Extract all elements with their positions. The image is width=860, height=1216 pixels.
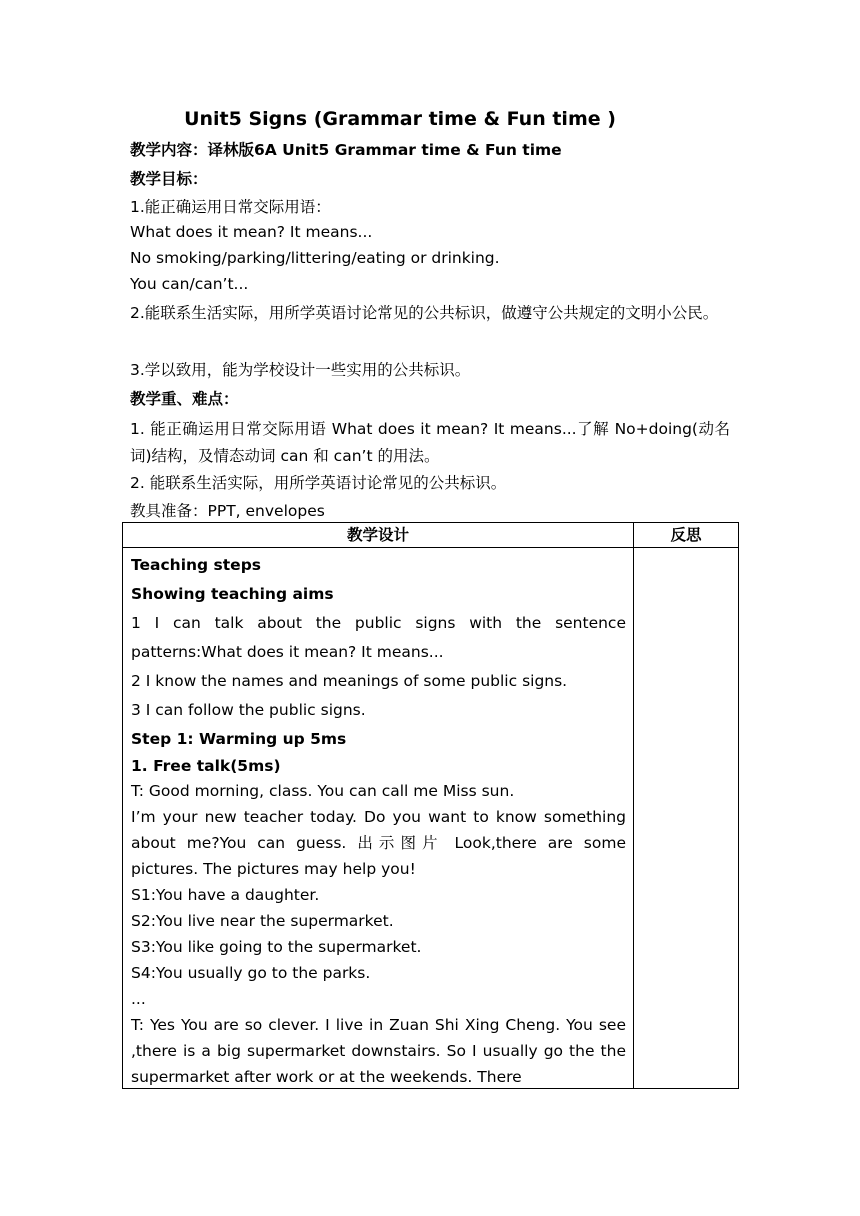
column-header-design: 教学设计 (123, 523, 634, 548)
key-points-heading: 教学重、难点： (130, 390, 239, 408)
goal-1-phrases: No smoking/parking/littering/eating or drinking. (130, 249, 500, 267)
teaching-aids: 教具准备：PPT, envelopes (130, 502, 325, 520)
teaching-steps-heading: Teaching steps (131, 556, 262, 574)
dialogue-line: T: Yes You are so clever. I live in Zuan Shi Xing Cheng. You see ,there is a big supermarket downstairs. So I usually go the the supermarket after work or at the weekends. There (131, 1016, 626, 1086)
lesson-design-table (122, 522, 739, 1089)
teaching-content: 教学内容：译林版6A Unit5 Grammar time & Fun time (130, 141, 562, 159)
teaching-aims-heading: Showing teaching aims (131, 585, 334, 603)
document-title: Unit5 Signs (Grammar time & Fun time ) (184, 108, 616, 130)
dialogue-line: S1:You have a daughter. (131, 886, 320, 904)
goal-1-can: You can/can’t... (130, 275, 249, 293)
step-1-heading: Step 1: Warming up 5ms (131, 730, 347, 748)
goal-1: 1.能正确运用日常交际用语： (130, 198, 331, 216)
teaching-goals-heading: 教学目标： (130, 170, 208, 188)
dialogue-line: ... (131, 990, 146, 1008)
aim-1: 1 I can talk about the public signs with the sentence patterns:What does it mean? It means... (131, 614, 626, 661)
design-cell (123, 548, 634, 1089)
dialogue-line: S2:You live near the supermarket. (131, 912, 394, 930)
goal-1-sentence: What does it mean? It means... (130, 223, 373, 241)
aim-2: 2 I know the names and meanings of some public signs. (131, 672, 568, 690)
reflection-cell (634, 548, 739, 1089)
key-point-2: 2. 能联系生活实际，用所学英语讨论常见的公共标识。 (130, 474, 507, 492)
free-talk-heading: 1. Free talk(5ms) (131, 757, 281, 775)
dialogue-line: I’m your new teacher today. Do you want to know something about me?You can guess. 出示图片 Look,there are some pictures. The pictures may help you! (131, 808, 626, 878)
goal-2: 2.能联系生活实际，用所学英语讨论常见的公共标识，做遵守公共规定的文明小公民。 (130, 304, 719, 322)
dialogue-line: S3:You like going to the supermarket. (131, 938, 422, 956)
key-point-1: 1. 能正确运用日常交际用语 What does it mean? It means...了解 No+doing(动名词)结构，及情态动词 can 和 can’t 的用法。 (130, 420, 730, 465)
dialogue-line: T: Good morning, class. You can call me Miss sun. (131, 782, 515, 800)
column-header-reflection: 反思 (634, 523, 739, 548)
dialogue-line: S4:You usually go to the parks. (131, 964, 371, 982)
aim-3: 3 I can follow the public signs. (131, 701, 366, 719)
goal-3: 3.学以致用，能为学校设计一些实用的公共标识。 (130, 361, 471, 379)
